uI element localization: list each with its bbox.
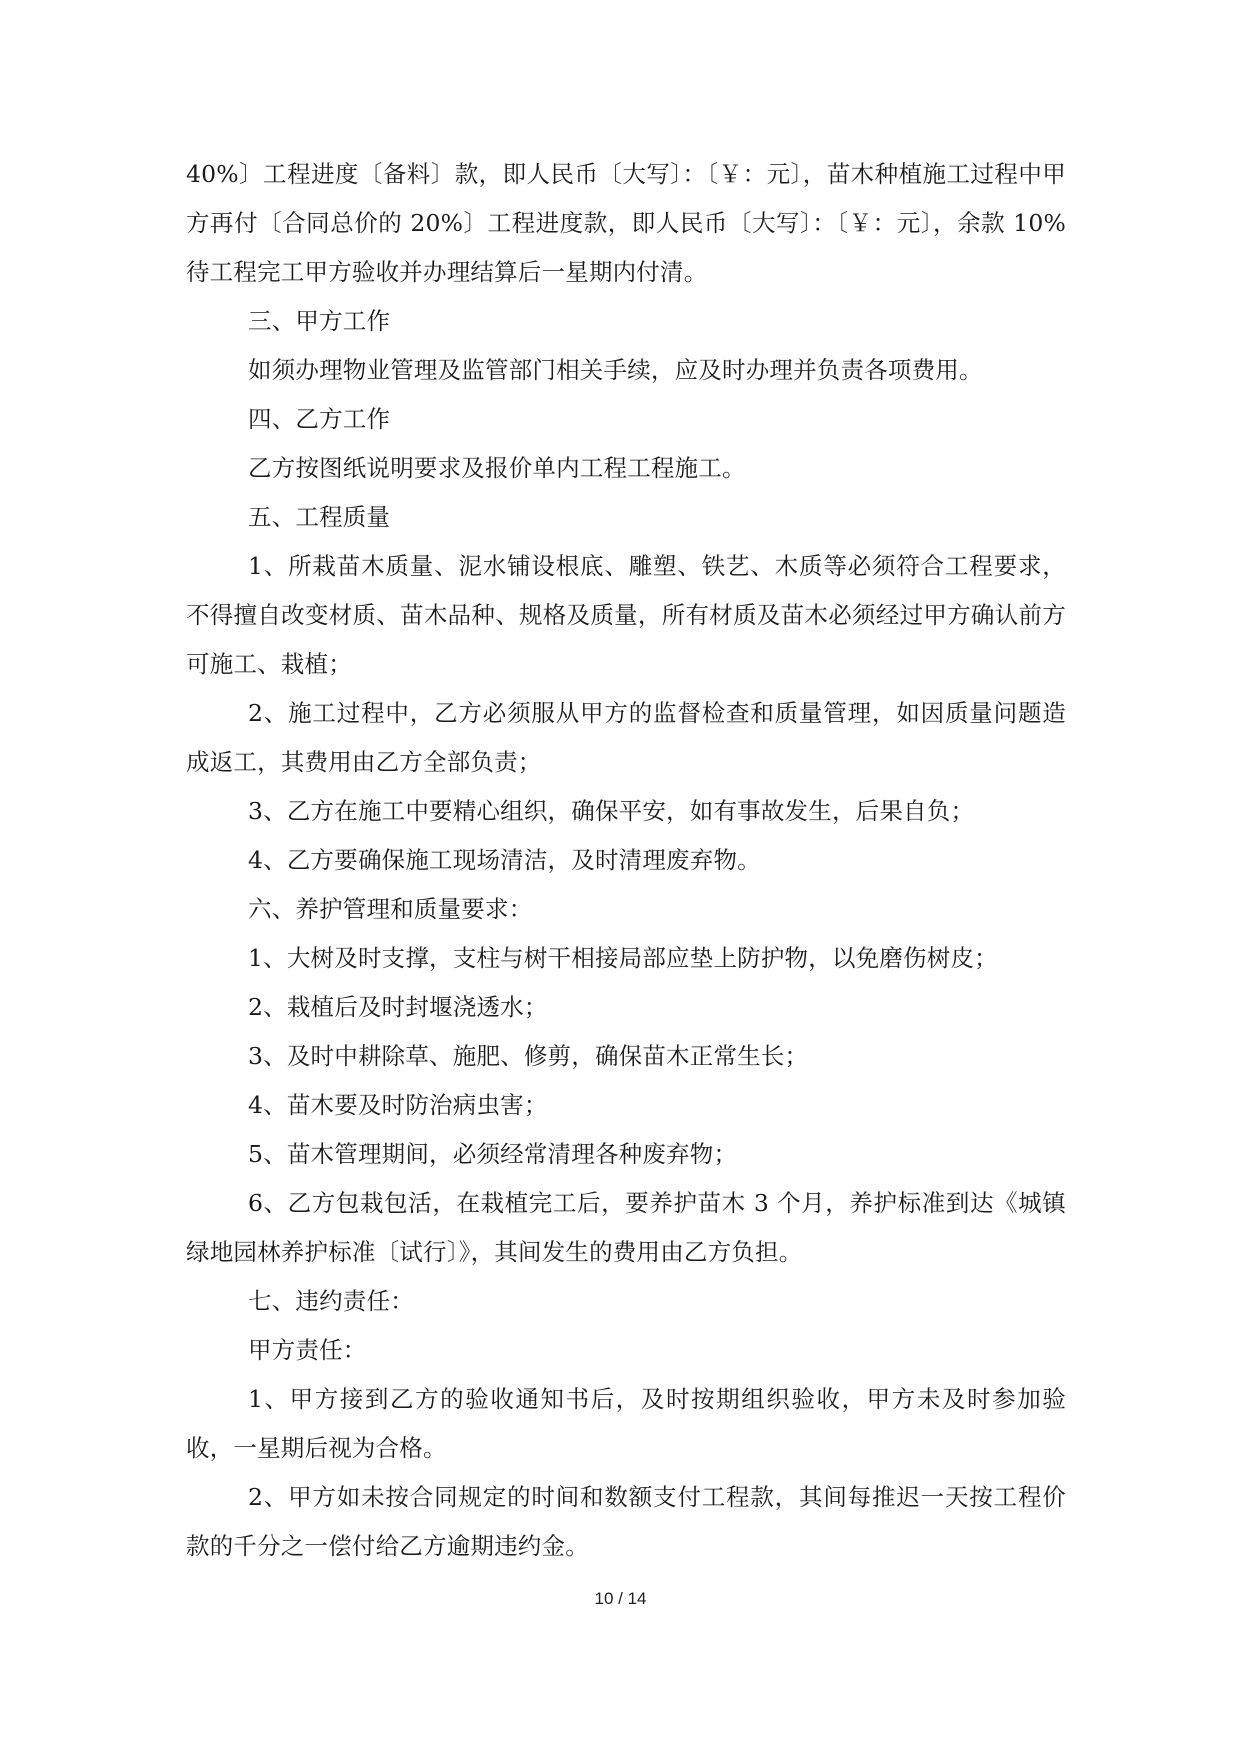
list-item: 4、乙方要确保施工现场清洁，及时清理废弃物。 — [248, 846, 761, 874]
list-item: 4、苗木要及时防治病虫害； — [248, 1091, 548, 1119]
heading-party-a-work: 三、甲方工作 — [248, 307, 391, 335]
list-item: 5、苗木管理期间，必须经常清理各种废弃物； — [248, 1140, 738, 1168]
heading-liability: 七、违约责任： — [248, 1287, 414, 1315]
list-item: 1、所栽苗木质量、泥水铺设根底、雕塑、铁艺、木质等必须符合工程要求，不得擅自改变材质、苗木品种、规格及质量，所有材质及苗木必须经过甲方确认前方可施工、栽植； — [186, 552, 1066, 678]
paragraph: 如须办理物业管理及监管部门相关手续，应及时办理并负责各项费用。 — [248, 356, 983, 384]
heading-party-b-work: 四、乙方工作 — [248, 405, 391, 433]
list-item: 2、甲方如未按合同规定的时间和数额支付工程款，其间每推迟一天按工程价款的千分之一偿付给乙方逾期违约金。 — [186, 1483, 1066, 1560]
document-body — [186, 150, 1066, 1571]
list-item: 1、大树及时支撑，支柱与树干相接局部应垫上防护物，以免磨伤树皮； — [248, 944, 998, 972]
paragraph-payment-terms: 40%〕工程进度〔备料〕款，即人民币〔大写〕：〔￥：元〕，苗木种植施工过程中甲方再付〔合同总价的 20%〕工程进度款，即人民币〔大写〕：〔￥：元〕，余款 10%待工程完工甲方验收并办理结算后一星期内付清。 — [186, 160, 1066, 286]
list-item: 6、乙方包栽包活，在栽植完工后，要养护苗木 3 个月，养护标准到达《城镇绿地园林养护标准〔试行〕》，其间发生的费用由乙方负担。 — [186, 1189, 1066, 1266]
list-item: 3、乙方在施工中要精心组织，确保平安，如有事故发生，后果自负； — [248, 797, 975, 825]
subheading-party-a-liability: 甲方责任： — [248, 1336, 367, 1364]
list-item: 1、甲方接到乙方的验收通知书后，及时按期组织验收，甲方未及时参加验收，一星期后视为合格。 — [186, 1385, 1066, 1462]
heading-project-quality: 五、工程质量 — [248, 503, 391, 531]
list-item: 2、栽植后及时封堰浇透水； — [248, 993, 548, 1021]
list-item: 2、施工过程中，乙方必须服从甲方的监督检查和质量管理，如因质量问题造成返工，其费用由乙方全部负责； — [186, 699, 1066, 776]
heading-maintenance: 六、养护管理和质量要求： — [248, 895, 533, 923]
page-number: 10 / 14 — [594, 1589, 647, 1608]
paragraph: 乙方按图纸说明要求及报价单内工程工程施工。 — [248, 454, 746, 482]
list-item: 3、及时中耕除草、施肥、修剪，确保苗木正常生长； — [248, 1042, 809, 1070]
